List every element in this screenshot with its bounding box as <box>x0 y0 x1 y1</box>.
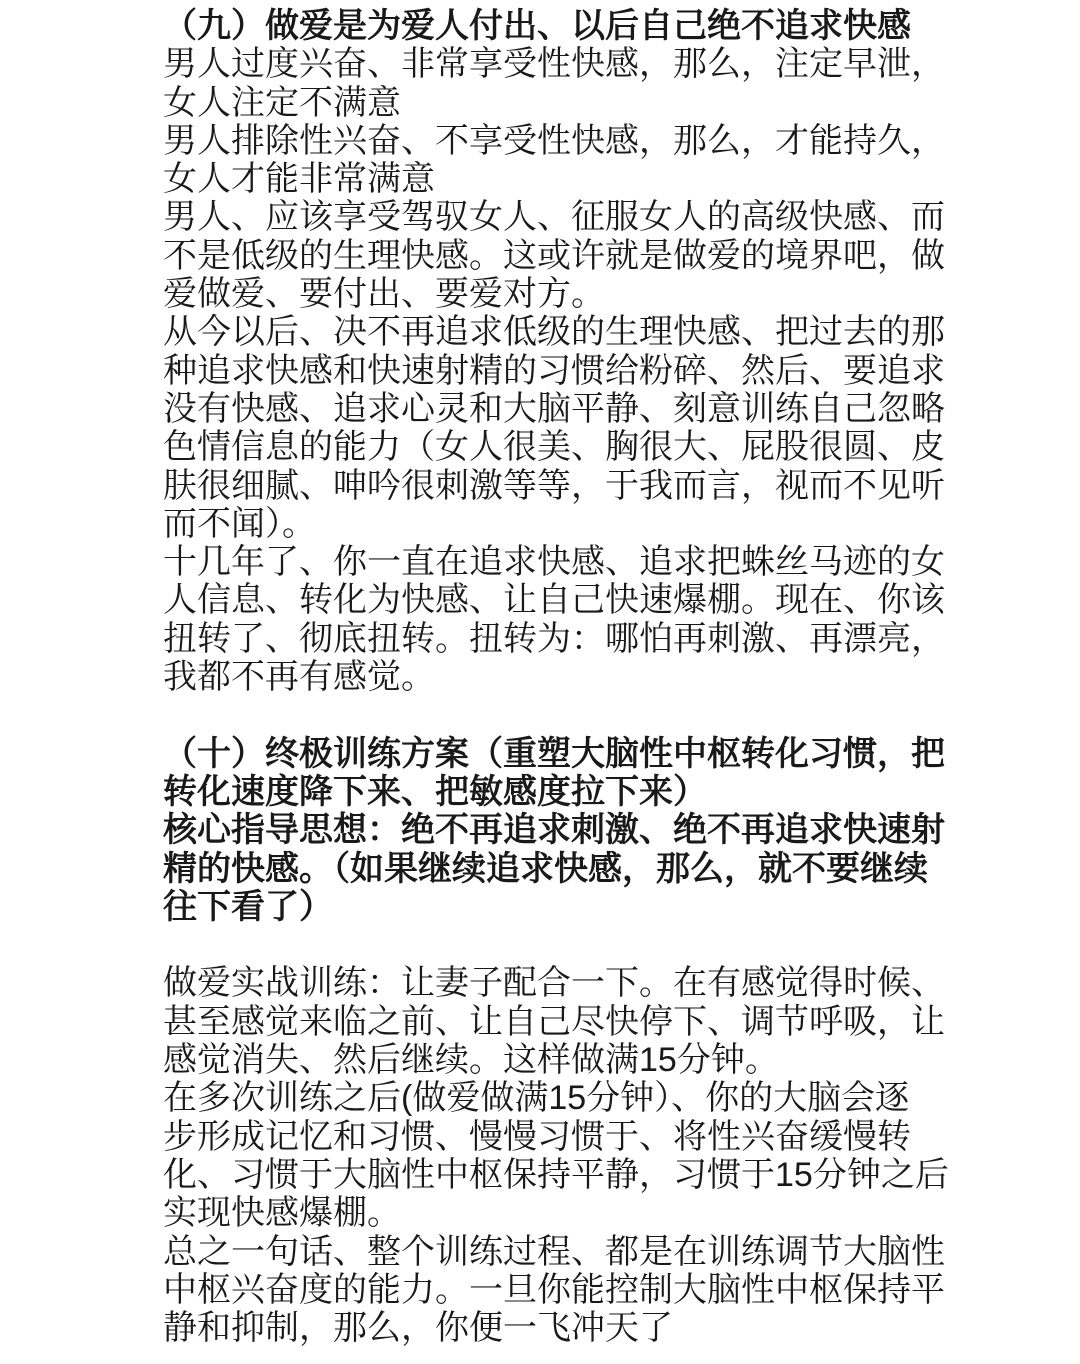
body-line: 甚至感觉来临之前、让自己尽快停下、调节呼吸，让 <box>163 1002 945 1041</box>
body-line: 色情信息的能力（女人很美、胸很大、屁股很圆、皮 <box>163 428 945 467</box>
body-line: 感觉消失、然后继续。这样做满15分钟。 <box>163 1041 779 1080</box>
section-ten <box>163 735 963 1348</box>
body-line: 肤很细腻、呻吟很刺激等等，于我而言，视而不见听 <box>163 466 945 505</box>
blank-line <box>163 926 963 964</box>
body-line: 十几年了、你一直在追求快感、追求把蛛丝马迹的女 <box>163 543 945 582</box>
section-nine-body <box>163 45 963 696</box>
body-line: 而不闻）。 <box>163 504 316 543</box>
section-ten-body <box>163 964 963 1347</box>
body-line: 女人注定不满意 <box>163 83 401 122</box>
body-line: 在多次训练之后(做爱做满15分钟）、你的大脑会逐 <box>163 1079 910 1118</box>
heading-line: 精的快感。（如果继续追求快感，那么，就不要继续 <box>163 849 928 888</box>
heading-line: （十）终极训练方案（重塑大脑性中枢转化习惯，把 <box>163 734 945 773</box>
body-line: 人信息、转化为快感、让自己快速爆棚。现在、你该 <box>163 581 945 620</box>
heading-line: 往下看了） <box>163 887 333 926</box>
body-line: 没有快感、追求心灵和大脑平静、刻意训练自己忽略 <box>163 389 945 428</box>
body-line: 中枢兴奋度的能力。一旦你能控制大脑性中枢保持平 <box>163 1270 945 1309</box>
body-line: 不是低级的生理快感。这或许就是做爱的境界吧，做 <box>163 236 945 275</box>
body-line: 我都不再有感觉。 <box>163 658 435 697</box>
section-nine-heading <box>163 7 963 45</box>
heading-line: 转化速度降下来、把敏感度拉下来） <box>163 772 707 811</box>
body-line: 男人排除性兴奋、不享受性快感，那么，才能持久， <box>163 121 945 160</box>
body-line: 女人才能非常满意 <box>163 160 435 199</box>
body-line: 做爱实战训练：让妻子配合一下。在有感觉得时候、 <box>163 964 945 1003</box>
body-line: 静和抑制，那么，你便一飞冲天了 <box>163 1309 673 1348</box>
body-line: 化、习惯于大脑性中枢保持平静，习惯于15分钟之后 <box>163 1155 949 1194</box>
body-line: 从今以后、决不再追求低级的生理快感、把过去的那 <box>163 313 945 352</box>
body-line: 实现快感爆棚。 <box>163 1194 401 1233</box>
body-line: 男人过度兴奋、非常享受性快感，那么，注定早泄， <box>163 45 945 84</box>
section-ten-heading <box>163 735 963 926</box>
document-page <box>163 7 963 1347</box>
heading-line: （九）做爱是为爱人付出、以后自己绝不追求快感 <box>163 7 911 45</box>
heading-line: 核心指导思想：绝不再追求刺激、绝不再追求快速射 <box>163 811 945 850</box>
blank-line <box>163 696 963 734</box>
body-line: 种追求快感和快速射精的习惯给粉碎、然后、要追求 <box>163 351 945 390</box>
section-nine <box>163 7 963 696</box>
body-line: 步形成记忆和习惯、慢慢习惯于、将性兴奋缓慢转 <box>163 1117 911 1156</box>
body-line: 男人、应该享受驾驭女人、征服女人的高级快感、而 <box>163 198 945 237</box>
body-line: 扭转了、彻底扭转。扭转为：哪怕再刺激、再漂亮， <box>163 619 945 658</box>
body-line: 总之一句话、整个训练过程、都是在训练调节大脑性 <box>163 1232 945 1271</box>
body-line: 爱做爱、要付出、要爱对方。 <box>163 275 605 314</box>
